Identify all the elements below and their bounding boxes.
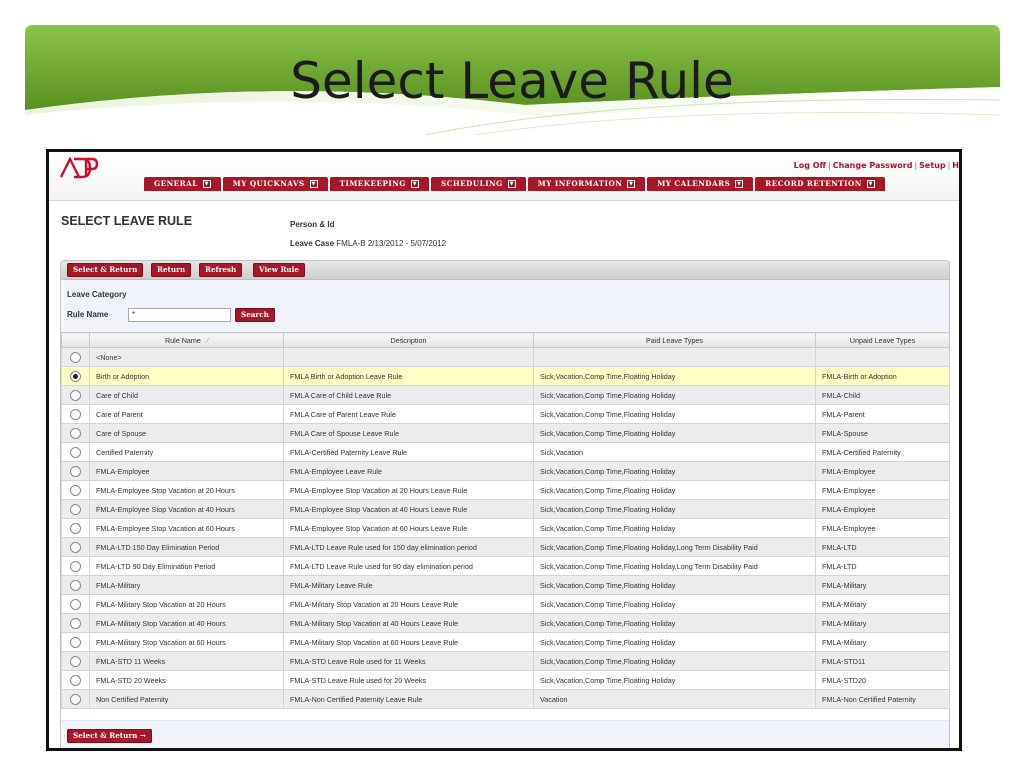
unpaid-leave-types-cell: FMLA-Employee	[816, 500, 950, 519]
radio-cell	[62, 481, 90, 500]
rule-name-cell: FMLA-LTD 150 Day Elimination Period	[90, 538, 284, 557]
unpaid-leave-types-cell: FMLA-Spouse	[816, 424, 950, 443]
rule-name-cell: FMLA-STD 11 Weeks	[90, 652, 284, 671]
rule-name-input[interactable]: *	[128, 308, 231, 322]
row-radio-button[interactable]	[70, 580, 81, 591]
radio-cell	[62, 652, 90, 671]
row-radio-button[interactable]	[70, 390, 81, 401]
person-id-label: Person & Id	[290, 220, 335, 229]
rule-name-cell: Certified Paternity	[90, 443, 284, 462]
refresh-button[interactable]: Refresh	[199, 263, 242, 277]
table-row[interactable]	[62, 538, 950, 557]
row-radio-button[interactable]	[70, 542, 81, 553]
radio-cell	[62, 557, 90, 576]
rule-name-cell: FMLA-Employee	[90, 462, 284, 481]
paid-leave-types-cell: Sick,Vacation	[534, 443, 816, 462]
select-return-button[interactable]: Select & Return	[67, 263, 143, 277]
radio-cell	[62, 538, 90, 557]
column-header-rule-name[interactable]	[90, 333, 284, 348]
radio-cell	[62, 614, 90, 633]
column-header-unpaid-leave-types[interactable]: Unpaid Leave Types	[816, 333, 950, 348]
table-row[interactable]	[62, 424, 950, 443]
unpaid-leave-types-cell: FMLA-STD11	[816, 652, 950, 671]
nav-tab-my-information[interactable]	[528, 177, 646, 191]
leave-rule-table	[61, 332, 950, 709]
description-cell: FMLA-STD Leave Rule used for 20 Weeks	[284, 671, 534, 690]
description-cell: FMLA Birth or Adoption Leave Rule	[284, 367, 534, 386]
row-radio-button[interactable]	[70, 656, 81, 667]
panel-footer	[61, 720, 949, 751]
row-radio-button[interactable]	[70, 352, 81, 363]
table-row[interactable]	[62, 443, 950, 462]
description-cell: FMLA-Employee Stop Vacation at 20 Hours Leave Rule	[284, 481, 534, 500]
page-header	[49, 206, 959, 262]
radio-cell	[62, 633, 90, 652]
row-radio-button[interactable]	[70, 675, 81, 686]
row-radio-button[interactable]	[70, 485, 81, 496]
table-row[interactable]	[62, 405, 950, 424]
rule-name-cell: Care of Spouse	[90, 424, 284, 443]
description-cell: FMLA Care of Spouse Leave Rule	[284, 424, 534, 443]
slide-title: Select Leave Rule	[290, 52, 734, 110]
leave-case-value: FMLA-B 2/13/2012 - 5/07/2012	[336, 239, 447, 248]
paid-leave-types-cell: Sick,Vacation,Comp Time,Floating Holiday	[534, 633, 816, 652]
description-cell: FMLA-Non Certified Paternity Leave Rule	[284, 690, 534, 709]
leave-category-label: Leave Category	[67, 290, 127, 299]
rule-name-cell: Birth or Adoption	[90, 367, 284, 386]
unpaid-leave-types-cell: FMLA-Employee	[816, 481, 950, 500]
table-row[interactable]	[62, 595, 950, 614]
nav-tab-scheduling[interactable]	[431, 177, 526, 191]
rule-name-cell: Non Certified Paternity	[90, 690, 284, 709]
paid-leave-types-cell	[534, 348, 816, 367]
table-row[interactable]	[62, 671, 950, 690]
table-row[interactable]	[62, 690, 950, 709]
main-nav	[144, 177, 887, 191]
top-links: Log Off | Change Password | Setup | H	[793, 161, 959, 170]
table-body	[62, 348, 950, 709]
return-button[interactable]: Return	[151, 263, 191, 277]
chevron-down-icon: ▼	[204, 181, 209, 187]
row-radio-button[interactable]	[70, 409, 81, 420]
paid-leave-types-cell: Sick,Vacation,Comp Time,Floating Holiday,Long Term Disability Paid	[534, 538, 816, 557]
search-button[interactable]: Search	[235, 308, 275, 322]
column-header-label: Rule Name	[164, 335, 201, 345]
rule-name-cell: FMLA-STD 20 Weeks	[90, 671, 284, 690]
description-cell: FMLA-STD Leave Rule used for 11 Weeks	[284, 652, 534, 671]
row-radio-button[interactable]	[70, 694, 81, 705]
unpaid-leave-types-cell: FMLA-Child	[816, 386, 950, 405]
rule-name-cell: FMLA-Employee Stop Vacation at 60 Hours	[90, 519, 284, 538]
unpaid-leave-types-cell: FMLA-Military	[816, 614, 950, 633]
footer-select-return-button[interactable]	[67, 729, 152, 743]
table-row[interactable]	[62, 386, 950, 405]
paid-leave-types-cell: Sick,Vacation,Comp Time,Floating Holiday	[534, 595, 816, 614]
table-row[interactable]	[62, 500, 950, 519]
table-row[interactable]	[62, 462, 950, 481]
unpaid-leave-types-cell: FMLA-STD20	[816, 671, 950, 690]
column-header-paid-leave-types[interactable]: Paid Leave Types	[534, 333, 816, 348]
paid-leave-types-cell: Sick,Vacation,Comp Time,Floating Holiday	[534, 367, 816, 386]
nav-tab-label: MY INFORMATION	[537, 179, 623, 188]
paid-leave-types-cell: Sick,Vacation,Comp Time,Floating Holiday	[534, 519, 816, 538]
rule-name-cell: FMLA-Military Stop Vacation at 20 Hours	[90, 595, 284, 614]
radio-cell	[62, 386, 90, 405]
radio-cell	[62, 690, 90, 709]
nav-tab-label: MY QUICKNAVS	[232, 179, 305, 188]
nav-tab-label: MY CALENDARS	[657, 179, 731, 188]
radio-cell	[62, 443, 90, 462]
sort-icon: ⁄	[206, 337, 209, 345]
row-radio-button[interactable]	[70, 637, 81, 648]
unpaid-leave-types-cell: FMLA-Military	[816, 633, 950, 652]
chevron-down-icon: ▼	[311, 181, 316, 187]
table-row[interactable]	[62, 367, 950, 386]
row-radio-button[interactable]	[70, 599, 81, 610]
table-row[interactable]	[62, 348, 950, 367]
nav-tab-record-retention[interactable]	[755, 177, 885, 191]
row-radio-button[interactable]	[70, 447, 81, 458]
arrow-right-icon: →	[139, 731, 146, 740]
change-password-link[interactable]: Change Password	[832, 161, 913, 170]
description-cell: FMLA-Military Leave Rule	[284, 576, 534, 595]
nav-tab-timekeeping[interactable]	[330, 177, 429, 191]
rule-name-cell: <None>	[90, 348, 284, 367]
radio-cell	[62, 671, 90, 690]
description-cell	[284, 348, 534, 367]
row-radio-button[interactable]	[70, 371, 81, 382]
description-cell: FMLA-Employee Stop Vacation at 60 Hours Leave Rule	[284, 519, 534, 538]
unpaid-leave-types-cell: FMLA-LTD	[816, 557, 950, 576]
unpaid-leave-types-cell	[816, 348, 950, 367]
setup-link[interactable]: Setup	[919, 161, 946, 170]
table-row[interactable]	[62, 614, 950, 633]
description-cell: FMLA-Military Stop Vacation at 20 Hours Leave Rule	[284, 595, 534, 614]
column-header-description[interactable]: Description	[284, 333, 534, 348]
paid-leave-types-cell: Vacation	[534, 690, 816, 709]
chevron-down-icon: ▼	[868, 181, 873, 187]
table-row[interactable]	[62, 481, 950, 500]
unpaid-leave-types-cell: FMLA-Military	[816, 595, 950, 614]
page-title: SELECT LEAVE RULE	[61, 214, 193, 228]
chevron-down-icon: ▼	[412, 181, 418, 187]
table-row[interactable]	[62, 519, 950, 538]
description-cell: FMLA-Military Stop Vacation at 60 Hours Leave Rule	[284, 633, 534, 652]
description-cell: FMLA-Military Stop Vacation at 40 Hours Leave Rule	[284, 614, 534, 633]
filter-area	[61, 280, 949, 332]
description-cell: FMLA-LTD Leave Rule used for 90 day elimination period	[284, 557, 534, 576]
rule-name-cell: FMLA-Military	[90, 576, 284, 595]
rule-name-cell: FMLA-LTD 90 Day Elimination Period	[90, 557, 284, 576]
unpaid-leave-types-cell: FMLA-Non Certified Paternity	[816, 690, 950, 709]
row-radio-button[interactable]	[70, 523, 81, 534]
adp-logo-icon	[59, 157, 99, 179]
table-row[interactable]	[62, 576, 950, 595]
view-rule-button[interactable]: View Rule	[253, 263, 305, 277]
table-row[interactable]	[62, 557, 950, 576]
description-cell: FMLA Care of Child Leave Rule	[284, 386, 534, 405]
rule-name-cell: Care of Parent	[90, 405, 284, 424]
paid-leave-types-cell: Sick,Vacation,Comp Time,Floating Holiday	[534, 614, 816, 633]
unpaid-leave-types-cell: FMLA-Employee	[816, 519, 950, 538]
unpaid-leave-types-cell: FMLA-Military	[816, 576, 950, 595]
radio-column-header	[62, 333, 90, 348]
description-cell: FMLA-LTD Leave Rule used for 150 day elimination period	[284, 538, 534, 557]
nav-tab-my-calendars[interactable]	[647, 177, 753, 191]
leave-case-label: Leave Case	[290, 239, 335, 248]
paid-leave-types-cell: Sick,Vacation,Comp Time,Floating Holiday	[534, 500, 816, 519]
rule-panel	[60, 260, 950, 751]
table-row[interactable]	[62, 633, 950, 652]
rule-name-cell: Care of Child	[90, 386, 284, 405]
description-cell: FMLA-Employee Stop Vacation at 40 Hours Leave Rule	[284, 500, 534, 519]
table-header-row	[62, 333, 950, 348]
radio-cell	[62, 500, 90, 519]
row-radio-button[interactable]	[70, 618, 81, 629]
rule-name-label: Rule Name	[67, 310, 109, 319]
rule-name-cell: FMLA-Military Stop Vacation at 40 Hours	[90, 614, 284, 633]
nav-tab-label: GENERAL	[154, 179, 198, 188]
unpaid-leave-types-cell: FMLA-LTD	[816, 538, 950, 557]
paid-leave-types-cell: Sick,Vacation,Comp Time,Floating Holiday	[534, 481, 816, 500]
table-row[interactable]	[62, 652, 950, 671]
logoff-link[interactable]: Log Off	[793, 161, 827, 170]
nav-tab-label: RECORD RETENTION	[765, 179, 862, 188]
paid-leave-types-cell: Sick,Vacation,Comp Time,Floating Holiday	[534, 576, 816, 595]
radio-cell	[62, 519, 90, 538]
screenshot-frame	[46, 149, 962, 751]
unpaid-leave-types-cell: FMLA-Parent	[816, 405, 950, 424]
chevron-down-icon: ▼	[509, 181, 514, 187]
description-cell: FMLA-Certified Paternity Leave Rule	[284, 443, 534, 462]
radio-cell	[62, 424, 90, 443]
radio-cell	[62, 348, 90, 367]
rule-name-cell: FMLA-Employee Stop Vacation at 40 Hours	[90, 500, 284, 519]
leave-case-info	[290, 239, 446, 248]
nav-tab-my-quicknavs[interactable]	[223, 177, 328, 191]
help-link[interactable]: H	[952, 161, 959, 170]
description-cell: FMLA-Employee Leave Rule	[284, 462, 534, 481]
footer-select-return-label: Select & Return	[73, 731, 138, 740]
row-radio-button[interactable]	[70, 504, 81, 515]
unpaid-leave-types-cell: FMLA-Employee	[816, 462, 950, 481]
row-radio-button[interactable]	[70, 466, 81, 477]
radio-cell	[62, 595, 90, 614]
paid-leave-types-cell: Sick,Vacation,Comp Time,Floating Holiday	[534, 405, 816, 424]
row-radio-button[interactable]	[70, 428, 81, 439]
radio-cell	[62, 367, 90, 386]
rule-name-cell: FMLA-Military Stop Vacation at 60 Hours	[90, 633, 284, 652]
app-header	[49, 152, 959, 201]
paid-leave-types-cell: Sick,Vacation,Comp Time,Floating Holiday,Long Term Disability Paid	[534, 557, 816, 576]
paid-leave-types-cell: Sick,Vacation,Comp Time,Floating Holiday	[534, 652, 816, 671]
nav-tab-label: TIMEKEEPING	[339, 179, 406, 188]
paid-leave-types-cell: Sick,Vacation,Comp Time,Floating Holiday	[534, 462, 816, 481]
paid-leave-types-cell: Sick,Vacation,Comp Time,Floating Holiday	[534, 424, 816, 443]
unpaid-leave-types-cell: FMLA-Certified Paternity	[816, 443, 950, 462]
paid-leave-types-cell: Sick,Vacation,Comp Time,Floating Holiday	[534, 386, 816, 405]
radio-cell	[62, 576, 90, 595]
chevron-down-icon: ▼	[629, 181, 634, 187]
description-cell: FMLA Care of Parent Leave Rule	[284, 405, 534, 424]
chevron-down-icon: ▼	[737, 181, 742, 187]
unpaid-leave-types-cell: FMLA-Birth or Adoption	[816, 367, 950, 386]
paid-leave-types-cell: Sick,Vacation,Comp Time,Floating Holiday	[534, 671, 816, 690]
toolbar	[61, 261, 949, 280]
row-radio-button[interactable]	[70, 561, 81, 572]
nav-tab-general[interactable]	[144, 177, 221, 191]
radio-cell	[62, 405, 90, 424]
nav-tab-label: SCHEDULING	[440, 179, 503, 188]
rule-name-cell: FMLA-Employee Stop Vacation at 20 Hours	[90, 481, 284, 500]
radio-cell	[62, 462, 90, 481]
